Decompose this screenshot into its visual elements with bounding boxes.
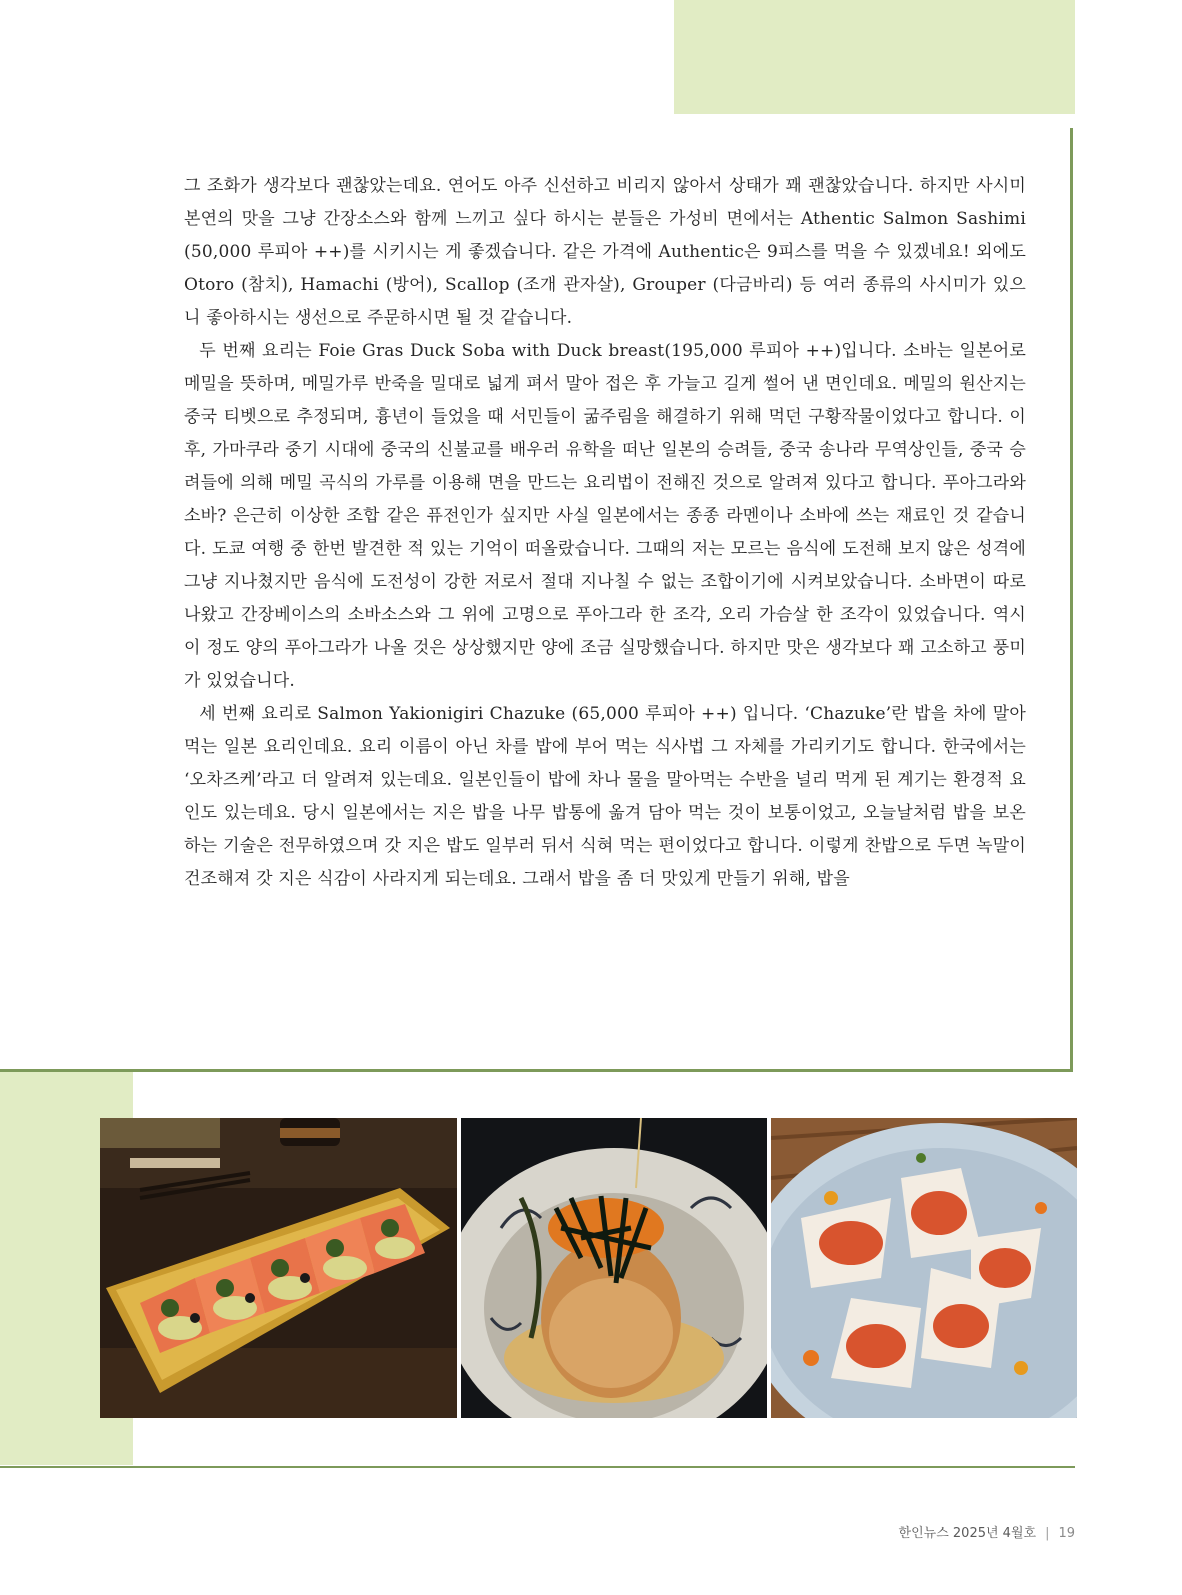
article-paragraph-1: 그 조화가 생각보다 괜찮았는데요. 연어도 아주 신선하고 비리지 않아서 상태가 꽤 괜찮았습니다. 하지만 사시미 본연의 맛을 그냥 간장소스와 함께 느끼고 싶다 하시는 분들은 가성비 면에서는 Athentic Salmon Sashimi (50,000 루피아 ++)를 시키시는 게 좋겠습니다. 같은 가격에 Authentic은 9피스를 먹을 수 있겠네요! 외에도 Otoro (참치), Hamachi (방어), Scallop (조개 관자살), Grouper (다금바리) 등 여러 종류의 사시미가 있으니 좋아하시는 생선으로 주문하시면 될 것 같습니다. xyxy=(184,176,1026,328)
decorative-green-panel-top xyxy=(674,0,1075,114)
footer-separator: | xyxy=(1045,1526,1050,1541)
photo-strip xyxy=(100,1118,1077,1418)
frame-line-right xyxy=(1070,128,1073,1071)
publication-name: 한인뉴스 2025년 4월호 xyxy=(898,1526,1037,1541)
frame-line-bottom xyxy=(0,1466,1075,1468)
frame-line-middle xyxy=(0,1069,1073,1072)
article-paragraph-3: 세 번째 요리로 Salmon Yakionigiri Chazuke (65,000 루피아 ++) 입니다. ‘Chazuke’란 밥을 차에 말아먹는 일본 요리인데요. 요리 이름이 아닌 차를 밥에 부어 먹는 식사법 그 자체를 가리키기도 합니다. 한국에서는 ‘오차즈케’라고 더 알려져 있는데요. 일본인들이 밥에 차나 물을 말아먹는 수반을 널리 먹게 된 계기는 환경적 요인도 있는데요. 당시 일본에서는 지은 밥을 나무 밥통에 옮겨 담아 먹는 것이 보통이었고, 오늘날처럼 밥을 보온하는 기술은 전무하였으며 갓 지은 밥도 일부러 뒤서 식혀 먹는 편이었다고 합니다. 이렇게 찬밥으로 두면 녹말이 건조해져 갓 지은 식감이 사라지게 되는데요. 그래서 밥을 좀 더 맛있게 만들기 위해, 밥을 xyxy=(184,704,1026,889)
page-footer xyxy=(840,1522,1075,1541)
photo-sashimi-plate xyxy=(771,1118,1077,1418)
article-body xyxy=(184,170,1026,896)
photo-salmon-tray xyxy=(100,1118,457,1418)
photo-chazuke-bowl xyxy=(461,1118,767,1418)
page-number: 19 xyxy=(1058,1526,1075,1541)
article-paragraph-2: 두 번째 요리는 Foie Gras Duck Soba with Duck breast(195,000 루피아 ++)입니다. 소바는 일본어로 메밀을 뜻하며, 메밀가루 반죽을 밀대로 넓게 펴서 말아 접은 후 가늘고 길게 썰어 낸 면인데요. 메밀의 원산지는 중국 티벳으로 추정되며, 흉년이 들었을 때 서민들이 굶주림을 해결하기 위해 먹던 구황작물이었다고 합니다. 이후, 가마쿠라 중기 시대에 중국의 신불교를 배우러 유학을 떠난 일본의 승려들, 중국 송나라 무역상인들, 중국 승려들에 의해 메밀 곡식의 가루를 이용해 면을 만드는 요리법이 전해진 것으로 알려져 있다고 합니다. 푸아그라와 소바? 은근히 이상한 조합 같은 퓨전인가 싶지만 사실 일본에서는 종종 라멘이나 소바에 쓰는 재료인 것 같습니다. 도쿄 여행 중 한번 발견한 적 있는 기억이 떠올랐습니다. 그때의 저는 모르는 음식에 도전해 보지 않은 성격에 그냥 지나쳤지만 음식에 도전성이 강한 저로서 절대 지나칠 수 없는 조합이기에 시켜보았습니다. 소바면이 따로 나왔고 간장베이스의 소바소스와 그 위에 고명으로 푸아그라 한 조각, 오리 가슴살 한 조각이 있었습니다. 역시 이 정도 양의 푸아그라가 나올 것은 상상했지만 양에 조금 실망했습니다. 하지만 맛은 생각보다 꽤 고소하고 풍미가 있었습니다. xyxy=(184,341,1026,691)
